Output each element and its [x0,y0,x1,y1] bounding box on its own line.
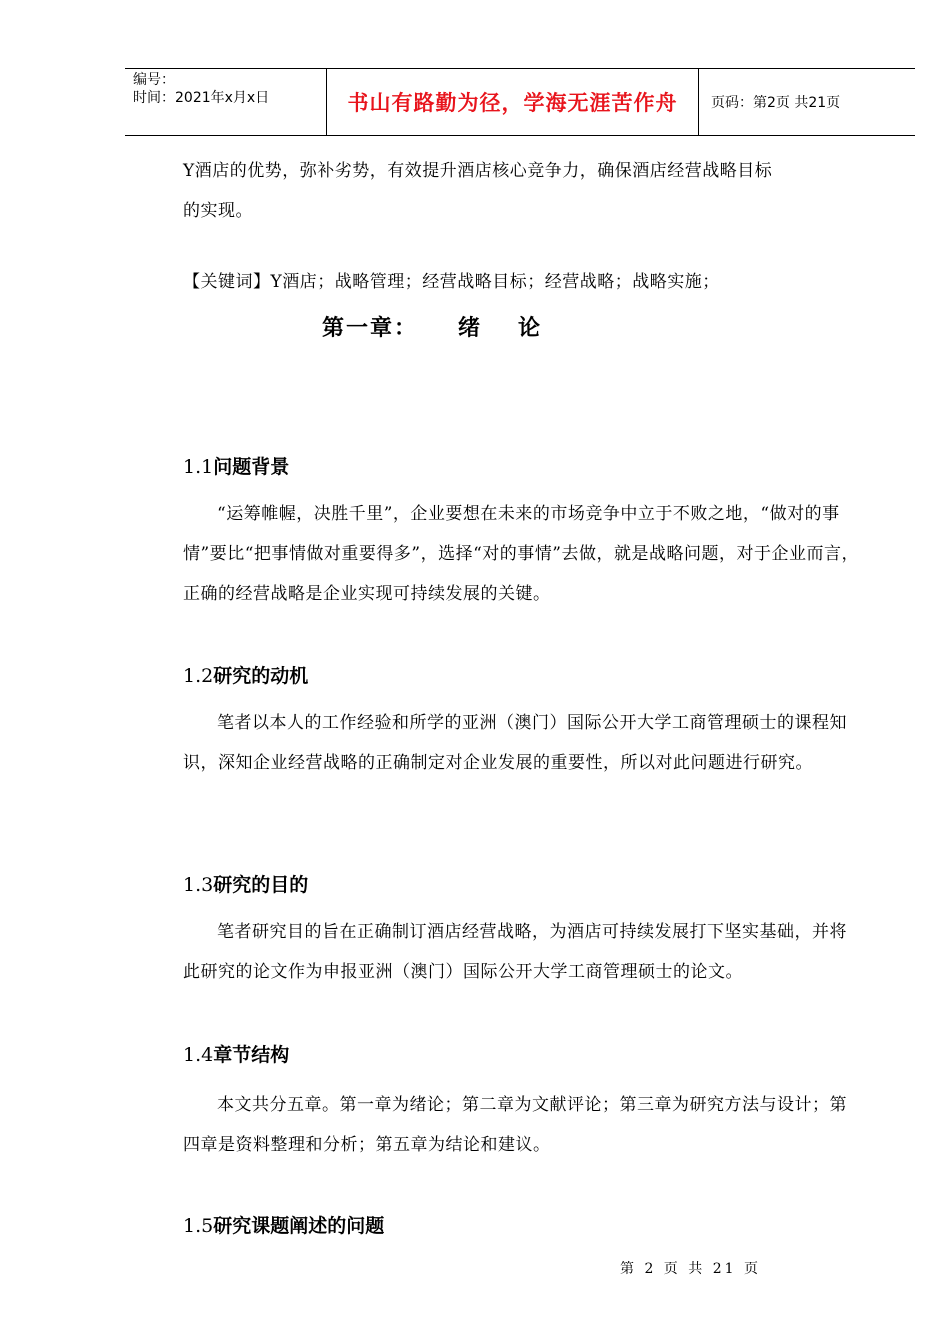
section-title: 研究的动机 [213,665,309,687]
section-number: 1.2 [183,665,214,687]
serial-label: 编号： [133,72,175,88]
section-heading-1-2 [183,661,308,688]
header-meta [125,69,327,135]
keywords-line: 【关键词】Y酒店；战略管理；经营战略目标；经营战略；战略实施； [183,272,720,292]
intro-line-2: 的实现。 [183,201,253,221]
intro-line-1: Y酒店的优势，弥补劣势，有效提升酒店核心竞争力，确保酒店经营战略目标 [183,161,773,181]
page-info-text: 页码：第2页 共21页 [711,95,841,111]
section-title: 研究课题阐述的问题 [213,1215,385,1237]
section-number: 1.5 [183,1215,214,1237]
header-motto [327,69,699,135]
section-title: 问题背景 [213,456,290,478]
chapter-prefix: 第一章： [322,316,419,341]
chapter-word-2: 论 [518,316,543,341]
intro-paragraph [183,151,863,231]
motto-text: 书山有路勤为径，学海无涯苦作舟 [347,91,678,115]
section-heading-1-1 [183,452,289,479]
section-text-1-4: 本文共分五章。第一章为绪论；第二章为文献评论；第三章为研究方法与设计；第四章是资料整理和分析；第五章为结论和建议。 [183,1095,847,1155]
section-title: 章节结构 [213,1044,290,1066]
section-heading-1-5 [183,1211,384,1238]
section-text-1-3: 笔者研究目的旨在正确制订酒店经营战略，为酒店可持续发展打下坚实基础，并将此研究的论文作为申报亚洲（澳门）国际公开大学工商管理硕士的论文。 [183,922,847,982]
header-page-info [699,69,915,135]
chapter-word-1: 绪 [458,316,483,341]
section-text-1-2: 笔者以本人的工作经验和所学的亚洲（澳门）国际公开大学工商管理硕士的课程知识，深知企业经营战略的正确制定对企业发展的重要性，所以对此问题进行研究。 [183,713,847,773]
section-title: 研究的目的 [213,874,309,896]
time-label: 时间：2021年x月x日 [133,90,270,106]
section-number: 1.3 [183,874,214,896]
section-heading-1-4 [183,1040,289,1067]
page-footer: 第 2 页 共 21 页 [620,1261,761,1277]
section-number: 1.4 [183,1044,214,1066]
section-number: 1.1 [183,456,214,478]
section-heading-1-3 [183,870,308,897]
chapter-title [322,311,542,342]
page-header [125,68,915,136]
section-text-1-1: “运筹帷幄，决胜千里”，企业要想在未来的市场竞争中立于不败之地，“做对的事情”要比“把事情做对重要得多”，选择“对的事情”去做，就是战略问题，对于企业而言，正确的经营战略是企业实现可持续发展的关键。 [183,504,859,604]
